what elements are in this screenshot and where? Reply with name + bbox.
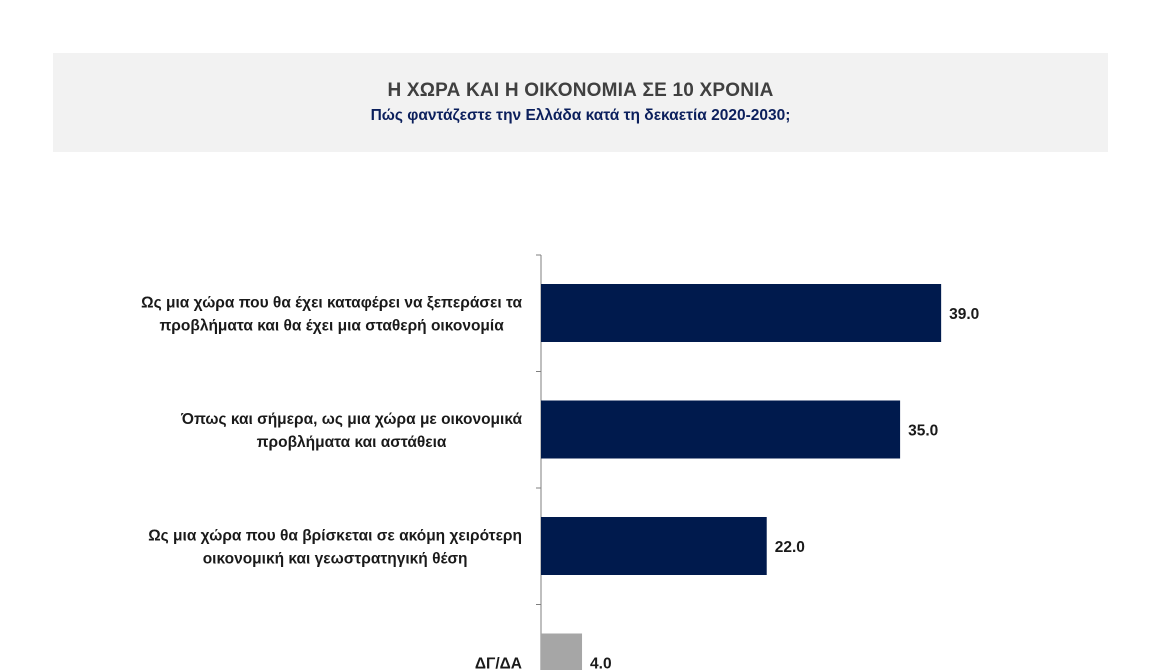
category-label: προβλήματα και θα έχει μια σταθερή οικονομία (159, 317, 504, 335)
category-label: ΔΓ/ΔΑ (474, 655, 522, 670)
chart-subtitle: Πώς φαντάζεστε την Ελλάδα κατά τη δεκαετία 2020-2030; (370, 107, 791, 124)
category-label: Ως μια χώρα που θα έχει καταφέρει να ξεπεράσει τα (141, 294, 522, 312)
category-label: προβλήματα και αστάθεια (256, 434, 447, 451)
bar (541, 401, 900, 459)
bar (541, 634, 582, 670)
data-label: 22.0 (774, 539, 805, 556)
category-label: Ως μια χώρα που θα βρίσκεται σε ακόμη χειρότερη (148, 527, 522, 545)
bar (541, 517, 767, 575)
category-label: οικονομική και γεωστρατηγική θέση (202, 550, 468, 568)
data-label: 35.0 (908, 422, 939, 440)
data-label: 39.0 (949, 306, 980, 323)
category-label: Όπως και σήμερα, ως μια χώρα με οικονομικά (181, 411, 522, 428)
data-label: 4.0 (590, 655, 612, 670)
chart-title: Η ΧΩΡΑ ΚΑΙ Η ΟΙΚΟΝΟΜΙΑ ΣΕ 10 ΧΡΟΝΙΑ (387, 80, 774, 101)
bar (541, 284, 941, 342)
